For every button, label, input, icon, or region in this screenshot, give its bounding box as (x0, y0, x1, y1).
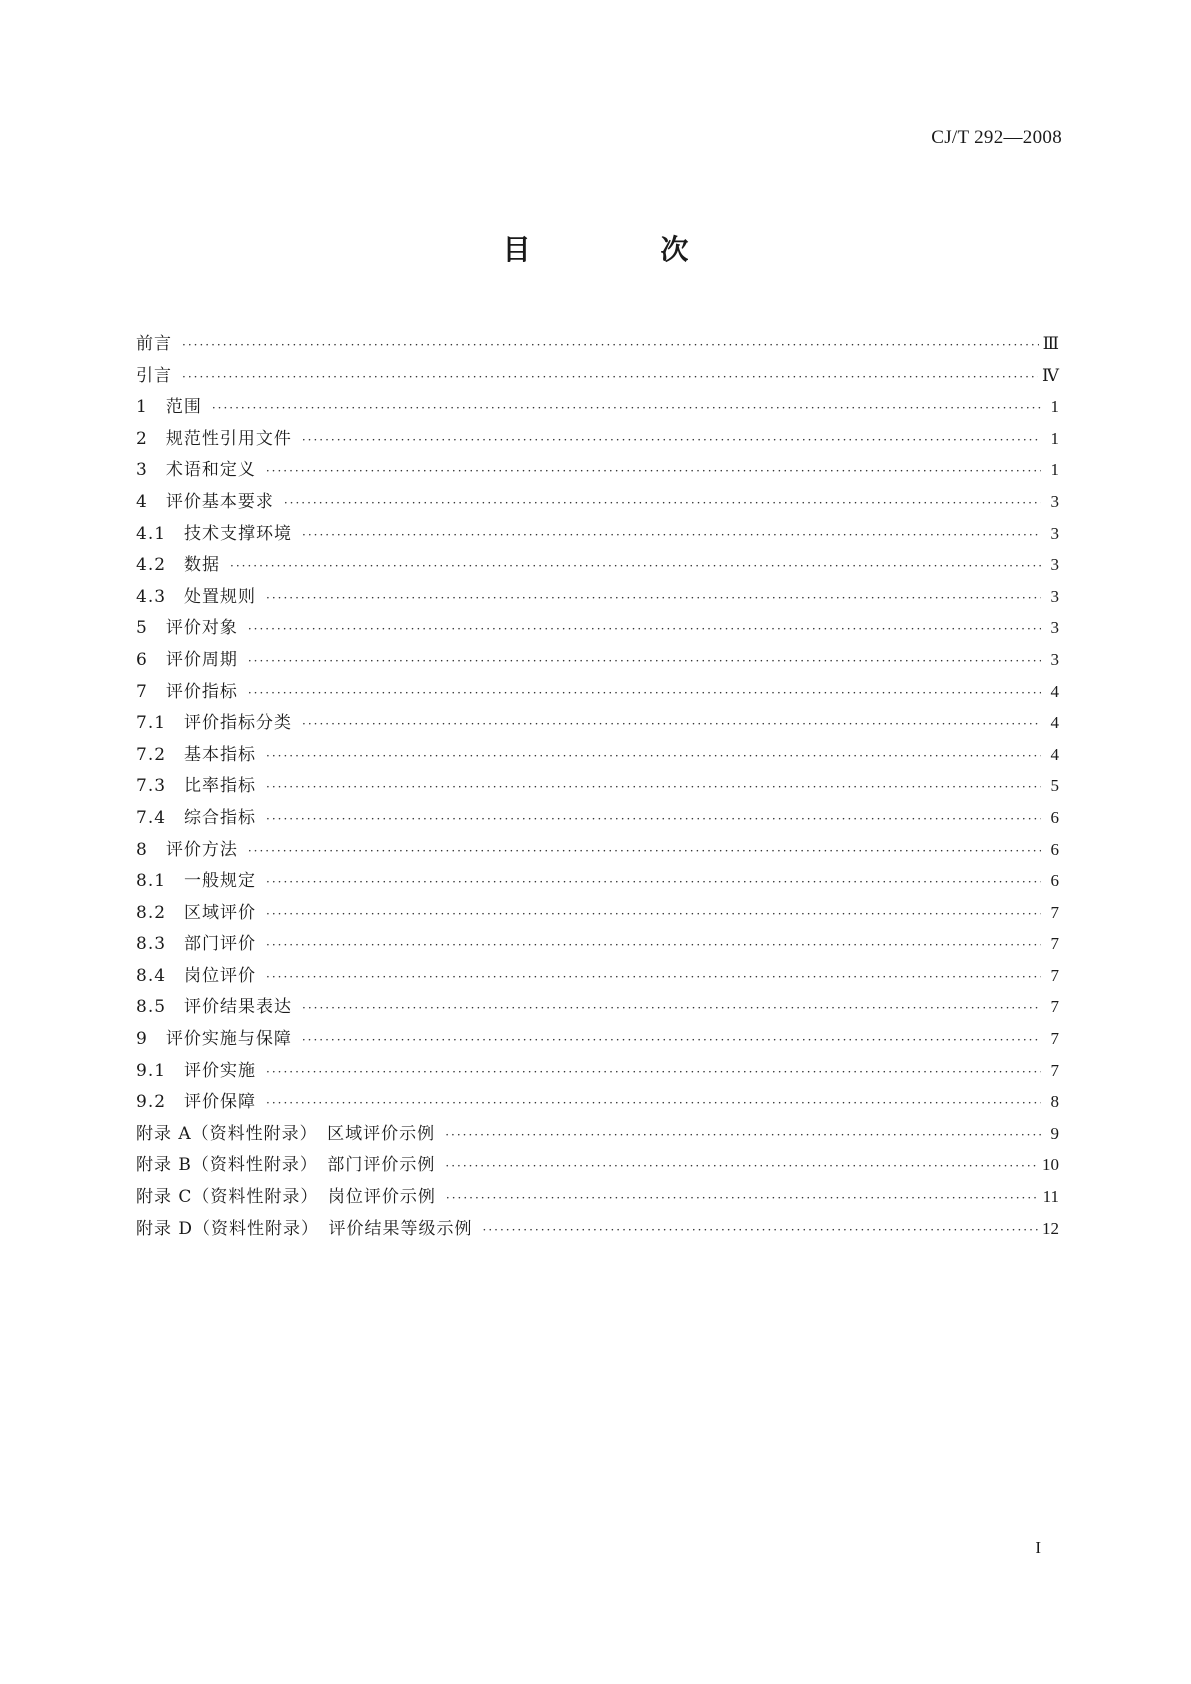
toc-entry-label: 引言 (136, 365, 172, 386)
toc-entry-label: 8.1 一般规定 (136, 871, 257, 892)
toc-entry-page: 4 (1050, 713, 1059, 733)
toc-entry[interactable] (136, 960, 1059, 992)
toc-entry-page: 10 (1042, 1155, 1059, 1175)
toc-leader-dots (230, 551, 1041, 583)
toc-entry[interactable] (136, 707, 1059, 739)
toc-entry[interactable] (136, 391, 1059, 423)
toc-entry-label: 3 术语和定义 (136, 460, 256, 481)
toc-entry-page: 3 (1050, 523, 1059, 543)
toc-leader-dots (266, 1057, 1041, 1089)
toc-entry-label: 5 评价对象 (136, 618, 238, 639)
toc-entry-label: 9 评价实施与保障 (136, 1029, 292, 1050)
toc-entry-label: 1 范围 (136, 397, 202, 418)
toc-entry-page: 6 (1050, 807, 1059, 827)
toc-entry[interactable] (136, 865, 1059, 897)
toc-entry-label: 9.1 评价实施 (136, 1060, 257, 1081)
toc-entry-page: 7 (1050, 1060, 1059, 1080)
page-number: I (1035, 1538, 1041, 1557)
toc-entry-page: 3 (1050, 649, 1059, 669)
toc-entry[interactable] (136, 454, 1059, 486)
toc-entry-page: 3 (1050, 491, 1059, 511)
toc-entry-page: Ⅳ (1042, 365, 1059, 385)
toc-entry[interactable] (136, 328, 1059, 360)
toc-leader-dots (212, 393, 1041, 425)
toc-entry-label: 9.2 评价保障 (136, 1092, 257, 1113)
toc-entry[interactable] (136, 423, 1059, 455)
toc-entry-label: 4.3 处置规则 (136, 586, 257, 607)
toc-leader-dots (266, 456, 1041, 488)
toc-entry-label: 7 评价指标 (136, 681, 238, 702)
toc-leader-dots (266, 804, 1041, 836)
toc-leader-dots (266, 741, 1041, 773)
toc-entry-label: 4.2 数据 (136, 555, 221, 576)
toc-entry-label: 2 规范性引用文件 (136, 428, 292, 449)
toc-leader-dots (182, 330, 1039, 362)
toc-entry[interactable] (136, 360, 1059, 392)
standard-code: CJ/T 292—2008 (931, 127, 1062, 148)
toc-leader-dots (248, 614, 1041, 646)
toc-entry-page: 7 (1050, 902, 1059, 922)
toc-leader-dots (446, 1183, 1039, 1215)
toc-entry-page: 6 (1050, 871, 1059, 891)
toc-entry-label: 6 评价周期 (136, 649, 238, 670)
toc-entry-label: 8 评价方法 (136, 839, 238, 860)
toc-entry-label: 前言 (136, 334, 172, 354)
toc-entry[interactable] (136, 1023, 1059, 1055)
toc-entry-page: 7 (1050, 965, 1059, 985)
toc-leader-dots (302, 993, 1041, 1025)
toc-leader-dots (266, 583, 1041, 615)
toc-entry-page: 1 (1050, 460, 1059, 480)
toc-leader-dots (266, 1088, 1041, 1120)
toc-entry-page: 5 (1050, 776, 1059, 796)
toc-entry-label: 4 评价基本要求 (136, 491, 274, 512)
toc-entry[interactable] (136, 1055, 1059, 1087)
toc-entry[interactable] (136, 676, 1059, 708)
toc-entry-label: 7.3 比率指标 (136, 776, 257, 797)
toc-entry-page: 3 (1050, 618, 1059, 638)
toc-entry[interactable] (136, 1118, 1059, 1150)
toc-entry-page: 1 (1050, 428, 1059, 448)
toc-entry-label: 8.2 区域评价 (136, 902, 257, 923)
toc-entry[interactable] (136, 739, 1059, 771)
toc-entry[interactable] (136, 612, 1059, 644)
toc-entry-page: 12 (1042, 1218, 1059, 1238)
toc-entry-page: 9 (1050, 1123, 1059, 1143)
toc-entry-page: 4 (1050, 744, 1059, 764)
toc-leader-dots (445, 1151, 1038, 1183)
toc-leader-dots (483, 1215, 1038, 1247)
toc-leader-dots (266, 962, 1041, 994)
toc-entry-page: Ⅲ (1042, 334, 1059, 353)
page-title: 目 次 (502, 233, 749, 266)
toc-leader-dots (302, 520, 1041, 552)
toc-entry-label: 8.4 岗位评价 (136, 965, 257, 986)
toc-entry[interactable] (136, 802, 1059, 834)
toc-entry-label: 7.1 评价指标分类 (136, 713, 293, 734)
toc-entry[interactable] (136, 897, 1059, 929)
toc-entry-label: 4.1 技术支撑环境 (136, 523, 293, 544)
toc-entry[interactable] (136, 518, 1059, 550)
toc-entry-page: 4 (1050, 681, 1059, 701)
toc-entry[interactable] (136, 549, 1059, 581)
toc-entry[interactable] (136, 581, 1059, 613)
toc-entry[interactable] (136, 1086, 1059, 1118)
toc-entry-label: 7.2 基本指标 (136, 744, 257, 765)
toc-entry-label: 8.3 部门评价 (136, 934, 257, 955)
toc-entry-page: 6 (1050, 839, 1059, 859)
toc-leader-dots (302, 425, 1041, 457)
toc-entry-page: 3 (1050, 555, 1059, 575)
toc-entry-page: 8 (1050, 1092, 1059, 1112)
toc-leader-dots (445, 1120, 1041, 1152)
toc-entry-label: 附录 C（资料性附录） 岗位评价示例 (136, 1187, 436, 1208)
toc-leader-dots (266, 899, 1041, 931)
toc-entry-label: 8.5 评价结果表达 (136, 997, 293, 1018)
toc-entry-page: 3 (1050, 586, 1059, 606)
toc-leader-dots (266, 867, 1041, 899)
toc-entry-page: 1 (1050, 397, 1059, 417)
toc-leader-dots (266, 772, 1041, 804)
toc-leader-dots (248, 646, 1041, 678)
toc-entry[interactable] (136, 770, 1059, 802)
toc-leader-dots (182, 362, 1038, 394)
toc-entry[interactable] (136, 1181, 1059, 1213)
toc-entry[interactable] (136, 644, 1059, 676)
table-of-contents (136, 328, 1059, 1244)
toc-leader-dots (284, 488, 1041, 520)
toc-entry-page: 7 (1050, 997, 1059, 1017)
toc-entry-label: 7.4 综合指标 (136, 807, 257, 828)
toc-leader-dots (248, 836, 1041, 868)
toc-leader-dots (302, 709, 1041, 741)
toc-entry[interactable] (136, 834, 1059, 866)
toc-entry-page: 11 (1042, 1187, 1059, 1207)
toc-leader-dots (266, 930, 1041, 962)
toc-entry[interactable] (136, 991, 1059, 1023)
toc-leader-dots (248, 678, 1041, 710)
toc-entry-page: 7 (1050, 934, 1059, 954)
toc-entry[interactable] (136, 1213, 1059, 1245)
toc-entry[interactable] (136, 1149, 1059, 1181)
toc-entry[interactable] (136, 928, 1059, 960)
toc-entry-page: 7 (1050, 1029, 1059, 1049)
toc-entry-label: 附录 D（资料性附录） 评价结果等级示例 (136, 1218, 473, 1239)
toc-entry-label: 附录 A（资料性附录） 区域评价示例 (136, 1123, 436, 1144)
toc-leader-dots (302, 1025, 1041, 1057)
toc-entry[interactable] (136, 486, 1059, 518)
toc-entry-label: 附录 B（资料性附录） 部门评价示例 (136, 1155, 436, 1176)
